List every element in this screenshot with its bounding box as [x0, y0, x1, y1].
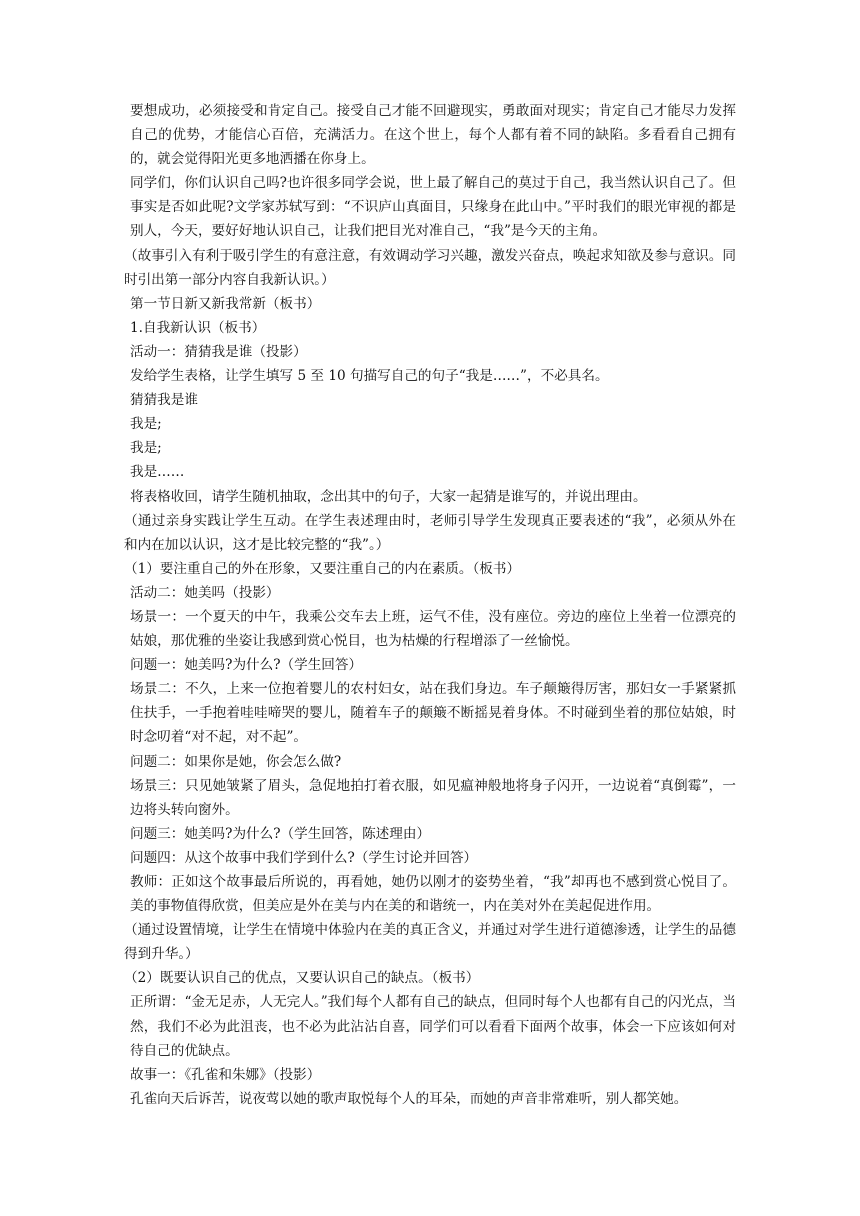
- paragraph: 要想成功，必须接受和肯定自己。接受自己才能不回避现实，勇敢面对现实；肯定自己才能尽力发挥自己的优势，才能信心百倍，充满活力。在这个世上，每个人都有着不同的缺陷。多看看自己拥有的，就会觉得阳光更多地洒播在你身上。: [130, 103, 736, 168]
- paragraph: 场景一：一个夏天的中午，我乘公交车去上班，运气不佳，没有座位。旁边的座位上坐着一位漂亮的姑娘，那优雅的坐姿让我感到赏心悦目，也为枯燥的行程增添了一丝愉悦。: [130, 608, 736, 650]
- worksheet-title: 猜猜我是谁: [130, 392, 198, 409]
- subsection-heading: 1.自我新认识（板书）: [130, 319, 266, 336]
- worksheet-line: 我是……: [130, 464, 185, 481]
- activity-heading: 活动一：猜猜我是谁（投影）: [130, 343, 307, 360]
- paragraph: 孔雀向天后诉苦，说夜莺以她的歌声取悦每个人的耳朵，而她的声音非常难听，别人都笑她。: [130, 1090, 688, 1107]
- question: 问题三：她美吗?为什么?（学生回答，陈述理由）: [130, 825, 431, 842]
- section-heading: 第一节日新又新我常新（板书）: [130, 295, 321, 312]
- paragraph: 正所谓：“金无足赤，人无完人。”我们每个人都有自己的缺点，但同时每个人也都有自己的闪光点，当然，我们不必为此沮丧，也不必为此沾沾自喜，同学们可以看看下面两个故事，体会一下应该如何对待自己的优缺点。: [130, 994, 736, 1059]
- question: 问题四：从这个故事中我们学到什么?（学生讨论并回答）: [130, 849, 478, 866]
- paragraph: 场景二：不久，上来一位抱着婴儿的农村妇女，站在我们身边。车子颠簸得厉害，那妇女一手紧紧抓住扶手，一手抱着哇哇啼哭的婴儿，随着车子的颠簸不断摇晃着身体。不时碰到坐着的那位姑娘，时时念叨着“对不起，对不起”。: [130, 681, 736, 746]
- paragraph-note: （故事引入有利于吸引学生的有意注意，有效调动学习兴趣，激发兴奋点，唤起求知欲及参与意识。同时引出第一部分内容自我新认识。）: [124, 247, 736, 288]
- question: 问题一：她美吗?为什么?（学生回答）: [130, 657, 363, 674]
- paragraph: 教师：正如这个故事最后所说的，再看她，她仍以刚才的姿势坐着，“我”却再也不感到赏心悦目了。美的事物值得欣赏，但美应是外在美与内在美的和谐统一，内在美对外在美起促进作用。: [130, 874, 736, 915]
- paragraph: 发给学生表格，让学生填写 5 至 10 句描写自己的句子“我是……”，不必具名。: [130, 368, 609, 385]
- worksheet-line: 我是;: [130, 416, 162, 433]
- story-heading: 故事一：《孔雀和朱娜》（投影）: [130, 1066, 321, 1083]
- paragraph: 同学们，你们认识自己吗?也许很多同学会说，世上最了解自己的莫过于自己，我当然认识自己了。但事实是否如此呢?文学家苏轼写到：“不识庐山真面目，只缘身在此山中。”平时我们的眼光审视的都是别人，今天，要好好地认识自己，让我们把目光对准自己，“我”是今天的主角。: [130, 175, 736, 240]
- question: 问题二：如果你是她，你会怎么做?: [130, 753, 342, 770]
- paragraph: 将表格收回，请学生随机抽取，念出其中的句子，大家一起猜是谁写的，并说出理由。: [130, 488, 647, 505]
- activity-heading: 活动二：她美吗（投影）: [130, 584, 280, 601]
- point-heading: （1）要注重自己的外在形象，又要注重自己的内在素质。（板书）: [124, 560, 521, 577]
- worksheet-line: 我是;: [130, 440, 162, 457]
- paragraph: 场景三：只见她皱紧了眉头，急促地拍打着衣服，如见瘟神般地将身子闪开，一边说着“真倒霉”，一边将头转向窗外。: [130, 777, 736, 818]
- paragraph-note: （通过设置情境，让学生在情境中体验内在美的真正含义，并通过对学生进行道德渗透，让学生的品德得到升华。）: [124, 922, 736, 963]
- point-heading: （2）既要认识自己的优点，又要认识自己的缺点。（板书）: [124, 970, 480, 987]
- paragraph-note: （通过亲身实践让学生互动。在学生表述理由时，老师引导学生发现真正要表述的“我”，必须从外在和内在加以认识，这才是比较完整的“我”。）: [124, 512, 736, 553]
- document-body: [124, 99, 736, 1111]
